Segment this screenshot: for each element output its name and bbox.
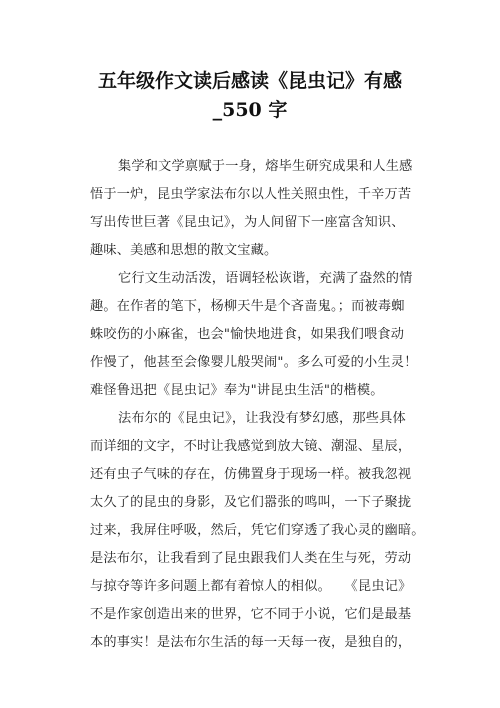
paragraph-line: 法布尔的《昆虫记》，让我没有梦幻感，那些具体: [118, 411, 406, 426]
paragraph-line: 不是作家创造出来的世界，它不同于小说，它们是最基: [90, 607, 412, 622]
paragraph-line: 趣。在作者的笔下，杨柳天牛是个吝啬鬼。；而被毒蜘: [90, 299, 405, 314]
paragraph-line: 难怪鲁迅把《昆虫记》奉为"讲昆虫生活"的楷模。: [90, 383, 384, 398]
paragraph-line: 过来，我屏住呼吸，然后，凭它们穿透了我心灵的幽暗。: [90, 523, 425, 538]
paragraph-line: 趣味、美感和思想的散文宝藏。: [90, 243, 278, 258]
paragraph-line: 作慢了，他甚至会像婴儿般哭闹"。多么可爱的小生灵！: [90, 355, 418, 370]
paragraph-line: 还有虫子气味的存在，仿佛置身于现场一样。被我忽视: [90, 467, 412, 482]
paragraph-line: 它行文生动活泼，语调轻松诙谐，充满了盎然的情: [118, 271, 413, 286]
document-title-line-2: _550 字: [212, 99, 288, 121]
paragraph-line: 集学和文学禀赋于一身，熔毕生研究成果和人生感: [118, 159, 413, 174]
document-title-line-1: 五年级作文读后感读《昆虫记》有感: [97, 70, 402, 92]
paragraph-line: 写出传世巨著《昆虫记》，为人间留下一座富含知识、: [90, 215, 405, 230]
paragraph-line: 太久了的昆虫的身影，及它们嚣张的鸣叫，一下子聚拢: [90, 495, 412, 510]
paragraph-line: 本的事实！是法布尔生活的每一天每一夜，是独自的，: [90, 635, 412, 650]
paragraph-line: 是法布尔，让我看到了昆虫跟我们人类在生与死，劳动: [90, 551, 412, 566]
paragraph-line: 悟于一炉，昆虫学家法布尔以人性关照虫性，千辛万苦: [90, 187, 412, 202]
paragraph-line: 而详细的文字，不时让我感觉到放大镜、潮湿、星辰，: [90, 439, 412, 454]
paragraph-line: 与掠夺等许多问题上都有着惊人的相似。 《昆虫记》: [90, 579, 412, 594]
paragraph-line: 蛛咬伤的小麻雀，也会"愉快地进食，如果我们喂食动: [90, 327, 405, 342]
